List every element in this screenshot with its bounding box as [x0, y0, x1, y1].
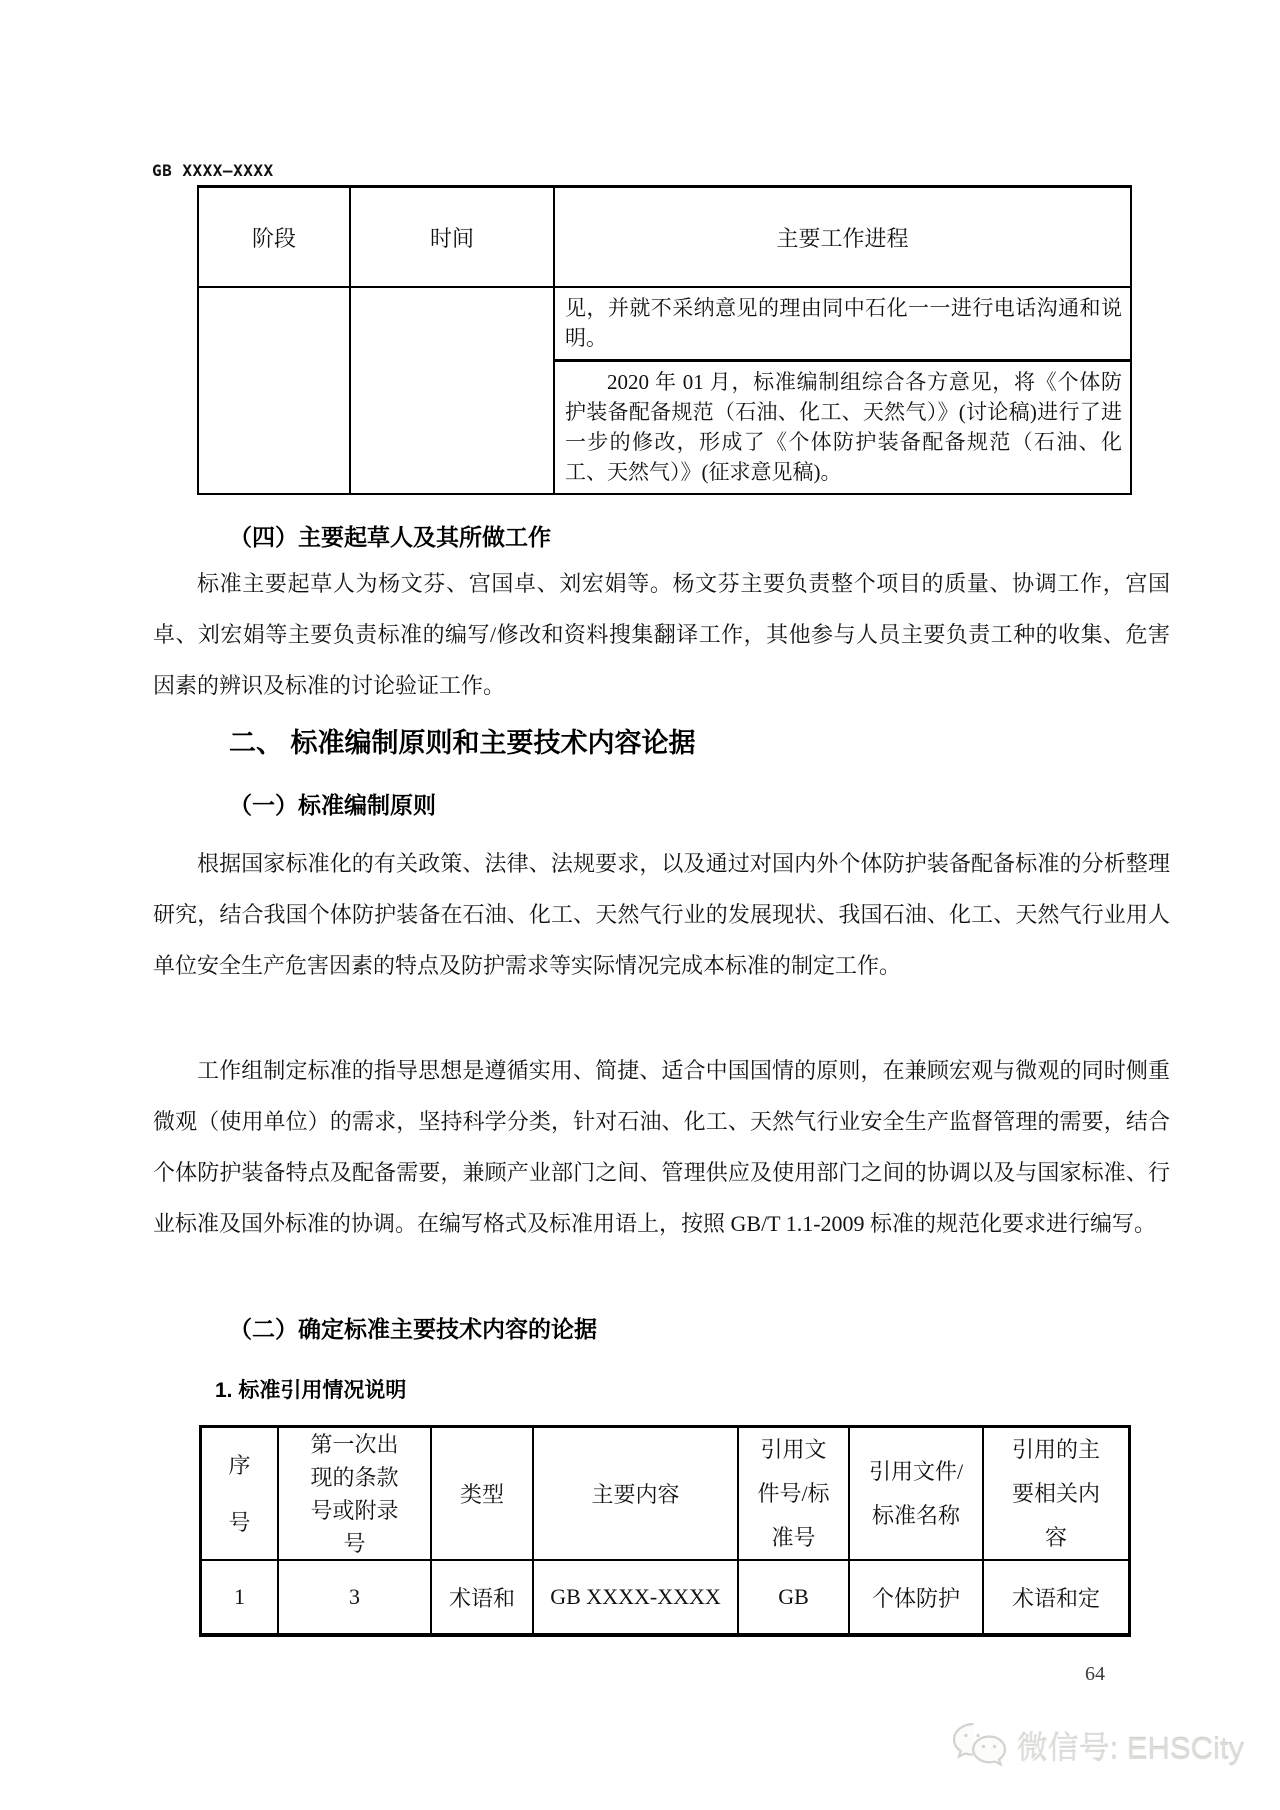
paragraph-principle-2: 工作组制定标准的指导思想是遵循实用、简捷、适合中国国情的原则，在兼顾宏观与微观的同时侧重微观（使用单位）的需求，坚持科学分类，针对石油、化工、天然气行业安全生产监督管理的需要，结合个体防护装备特点及配备需要，兼顾产业部门之间、管理供应及使用部门之间的协调以及与国家标准、行业标准及国外标准的协调。在编写格式及标准用语上，按照 GB/T 1.1-2009 标准的规范化要求进行编写。 [153, 1058, 1170, 1236]
heading-section-2-1: （一）标准编制原则 [229, 792, 436, 818]
header-stage: 阶段 [199, 188, 351, 286]
cell-first-clause: 3 [279, 1561, 432, 1633]
cell-seq-no: 1 [202, 1561, 279, 1633]
header-first-clause: 第一次出现的条款号或附录号 [279, 1428, 432, 1559]
header-main-content: 主要内容 [534, 1428, 739, 1559]
page-number: 64 [1085, 1663, 1105, 1685]
work-progress-table [197, 185, 1132, 495]
cell-type: 术语和 [432, 1561, 534, 1633]
cell-stage [199, 288, 351, 493]
header-cited-related-content: 引用的主要相关内容 [1011, 1436, 1100, 1550]
wechat-icon [951, 1722, 1007, 1768]
header-type: 类型 [432, 1428, 534, 1559]
cell-cited-related-content: 术语和定 [1011, 1585, 1100, 1611]
doc-code: GB XXXX—XXXX [152, 161, 274, 180]
cell-main-content: GB XXXX-XXXX [534, 1561, 739, 1633]
cell-time [351, 288, 555, 493]
wechat-watermark [951, 1722, 1244, 1768]
citation-table-header [202, 1428, 1128, 1561]
cell-cited-doc-name: 个体防护 [850, 1561, 984, 1633]
header-seq-no: 序号 [202, 1428, 279, 1559]
progress-part-1: 见，并就不采纳意见的理由同中石化一一进行电话沟通和说明。 [565, 296, 1122, 350]
header-time: 时间 [351, 188, 555, 286]
work-progress-table-header [199, 188, 1130, 288]
progress-part-2: 2020 年 01 月，标准编制组综合各方意见，将《个体防护装备配备规范（石油、化工、天然气）》(讨论稿)进行了进一步的修改，形成了《个体防护装备配备规范（石油、化工、天然气）》(征求意见稿)。 [565, 370, 1122, 484]
header-cited-doc-no: 引用文件号/标准号 [739, 1428, 850, 1559]
citation-table-row [202, 1561, 1128, 1633]
heading-section-2-2: （二）确定标准主要技术内容的论据 [229, 1316, 597, 1342]
work-progress-table-row [199, 288, 1130, 493]
header-progress: 主要工作进程 [776, 225, 909, 251]
paragraph-drafters: 标准主要起草人为杨文芬、宫国卓、刘宏娟等。杨文芬主要负责整个项目的质量、协调工作，宫国卓、刘宏娟等主要负责标准的编写/修改和资料搜集翻译工作，其他参与人员主要负责工种的收集、危害因素的辨识及标准的讨论验证工作。 [153, 571, 1170, 698]
cell-progress [555, 288, 1130, 493]
heading-chapter-2: 二、 标准编制原则和主要技术内容论据 [229, 728, 696, 758]
wechat-watermark-text: 微信号: EHSCity [1016, 1730, 1244, 1766]
citation-table [199, 1425, 1131, 1637]
cell-cited-doc-no: GB [739, 1561, 850, 1633]
heading-item-1: 1. 标准引用情况说明 [215, 1379, 407, 1402]
paragraph-principle-1: 根据国家标准化的有关政策、法律、法规要求，以及通过对国内外个体防护装备配备标准的分析整理研究，结合我国个体防护装备在石油、化工、天然气行业的发展现状、我国石油、化工、天然气行业用人单位安全生产危害因素的特点及防护需求等实际情况完成本标准的制定工作。 [153, 851, 1170, 978]
header-cited-doc-name: 引用文件/标准名称 [850, 1428, 984, 1559]
heading-section-4: （四）主要起草人及其所做工作 [229, 524, 551, 550]
